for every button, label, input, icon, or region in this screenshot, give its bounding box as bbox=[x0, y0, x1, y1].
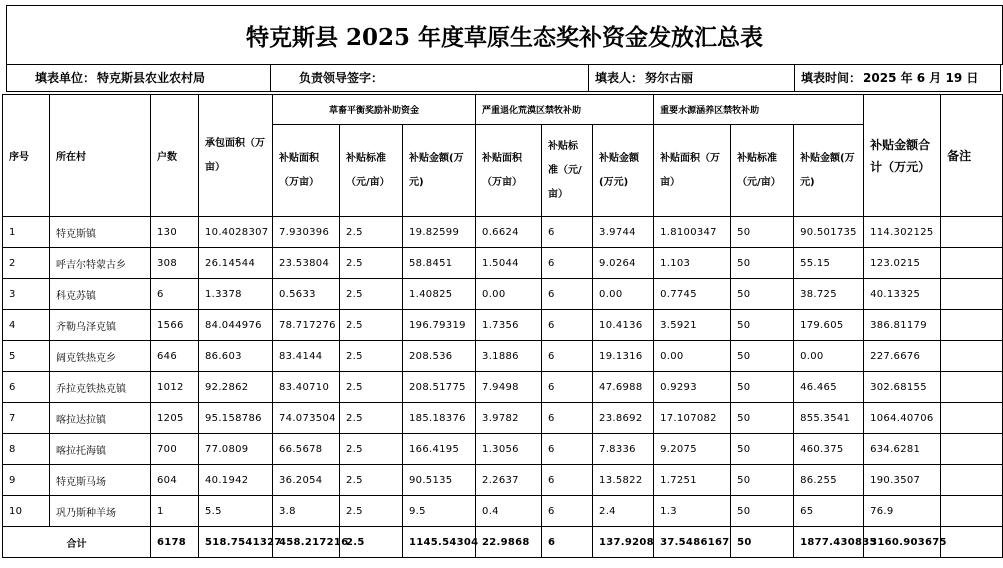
total-g3-area[interactable]: 37.5486167 bbox=[654, 527, 731, 558]
cell-g2-amt[interactable]: 10.4136 bbox=[593, 310, 654, 341]
cell-g1-std[interactable]: 2.5 bbox=[340, 217, 403, 248]
total-label[interactable]: 合计 bbox=[3, 527, 151, 558]
total-area[interactable]: 518.7541327 bbox=[199, 527, 273, 558]
cell-g3-std[interactable]: 50 bbox=[731, 248, 794, 279]
cell-g3-area[interactable]: 3.5921 bbox=[654, 310, 731, 341]
cell-area[interactable]: 1.3378 bbox=[199, 279, 273, 310]
cell-households[interactable]: 1205 bbox=[151, 403, 199, 434]
cell-g3-area[interactable]: 9.2075 bbox=[654, 434, 731, 465]
header-households[interactable]: 户数 bbox=[151, 95, 199, 217]
cell-g2-std[interactable]: 6 bbox=[542, 279, 593, 310]
cell-g2-area[interactable]: 2.2637 bbox=[476, 465, 542, 496]
table-row bbox=[3, 465, 1003, 496]
subsidy-summary-table bbox=[2, 94, 1003, 558]
cell-seq[interactable]: 8 bbox=[3, 434, 50, 465]
total-g2-std[interactable]: 6 bbox=[542, 527, 593, 558]
cell-village[interactable]: 齐勒乌泽克镇 bbox=[50, 310, 151, 341]
cell-area[interactable]: 40.1942 bbox=[199, 465, 273, 496]
cell-remark[interactable] bbox=[941, 496, 1003, 527]
cell-g2-std[interactable]: 6 bbox=[542, 310, 593, 341]
total-g3-std[interactable]: 50 bbox=[731, 527, 794, 558]
cell-g3-area[interactable]: 1.7251 bbox=[654, 465, 731, 496]
cell-g1-std[interactable]: 2.5 bbox=[340, 434, 403, 465]
cell-g3-amt[interactable]: 179.605 bbox=[794, 310, 864, 341]
cell-g3-area[interactable]: 17.107082 bbox=[654, 403, 731, 434]
cell-g1-area[interactable]: 83.4144 bbox=[273, 341, 340, 372]
header-group-desert-ban[interactable]: 严重退化荒漠区禁牧补助 bbox=[476, 95, 654, 125]
cell-g3-std[interactable]: 50 bbox=[731, 217, 794, 248]
cell-g1-amt[interactable]: 1.40825 bbox=[403, 279, 476, 310]
cell-g1-area[interactable]: 0.5633 bbox=[273, 279, 340, 310]
info-date-value: 2025 年 6 月 19 日 bbox=[863, 71, 979, 85]
cell-g1-area[interactable]: 78.717276 bbox=[273, 310, 340, 341]
cell-total[interactable]: 634.6281 bbox=[864, 434, 941, 465]
cell-g1-std[interactable]: 2.5 bbox=[340, 248, 403, 279]
cell-g2-amt[interactable]: 3.9744 bbox=[593, 217, 654, 248]
cell-g2-area[interactable]: 7.9498 bbox=[476, 372, 542, 403]
total-total[interactable]: 3160.903675 bbox=[864, 527, 941, 558]
cell-total[interactable]: 386.81179 bbox=[864, 310, 941, 341]
total-g1-area[interactable]: 458.217216 bbox=[273, 527, 340, 558]
cell-g1-std[interactable]: 2.5 bbox=[340, 403, 403, 434]
cell-remark[interactable] bbox=[941, 434, 1003, 465]
cell-area[interactable]: 26.14544 bbox=[199, 248, 273, 279]
cell-g2-amt[interactable]: 19.1316 bbox=[593, 341, 654, 372]
header-total-amount[interactable]: 补贴金额合计（万元） bbox=[864, 95, 941, 217]
header-village[interactable]: 所在村 bbox=[50, 95, 151, 217]
cell-households[interactable]: 6 bbox=[151, 279, 199, 310]
cell-remark[interactable] bbox=[941, 372, 1003, 403]
header-remark[interactable]: 备注 bbox=[941, 95, 1003, 217]
cell-g2-std[interactable]: 6 bbox=[542, 434, 593, 465]
total-households[interactable]: 6178 bbox=[151, 527, 199, 558]
page-title: 特克斯县 2025 年度草原生态奖补资金发放汇总表 bbox=[6, 5, 1003, 65]
table-row bbox=[3, 403, 1003, 434]
cell-seq[interactable]: 1 bbox=[3, 217, 50, 248]
cell-total[interactable]: 40.13325 bbox=[864, 279, 941, 310]
header-g1-area[interactable]: 补贴面积（万亩） bbox=[273, 125, 340, 217]
cell-households[interactable]: 700 bbox=[151, 434, 199, 465]
total-g1-std[interactable]: 2.5 bbox=[340, 527, 403, 558]
info-unit-value: 特克斯县农业农村局 bbox=[97, 71, 206, 85]
cell-g3-area[interactable]: 0.7745 bbox=[654, 279, 731, 310]
cell-total[interactable]: 227.6676 bbox=[864, 341, 941, 372]
header-group-grass-balance[interactable]: 草畜平衡奖励补助资金 bbox=[273, 95, 476, 125]
cell-g3-std[interactable]: 50 bbox=[731, 403, 794, 434]
table-row bbox=[3, 341, 1003, 372]
cell-total[interactable]: 1064.40706 bbox=[864, 403, 941, 434]
cell-g1-amt[interactable]: 185.18376 bbox=[403, 403, 476, 434]
cell-total[interactable]: 302.68155 bbox=[864, 372, 941, 403]
cell-g1-amt[interactable]: 9.5 bbox=[403, 496, 476, 527]
cell-village[interactable]: 喀拉达拉镇 bbox=[50, 403, 151, 434]
info-leader[interactable] bbox=[271, 64, 589, 92]
info-date-label: 填表时间： bbox=[801, 71, 862, 85]
cell-g1-area[interactable]: 23.53804 bbox=[273, 248, 340, 279]
table-row bbox=[3, 217, 1003, 248]
cell-area[interactable]: 10.4028307 bbox=[199, 217, 273, 248]
cell-area[interactable]: 5.5 bbox=[199, 496, 273, 527]
total-row bbox=[3, 527, 1003, 558]
cell-g1-amt[interactable]: 19.82599 bbox=[403, 217, 476, 248]
cell-g1-std[interactable]: 2.5 bbox=[340, 465, 403, 496]
cell-area[interactable]: 95.158786 bbox=[199, 403, 273, 434]
cell-g1-std[interactable]: 2.5 bbox=[340, 341, 403, 372]
cell-households[interactable]: 1012 bbox=[151, 372, 199, 403]
cell-g3-amt[interactable]: 86.255 bbox=[794, 465, 864, 496]
cell-g2-amt[interactable]: 7.8336 bbox=[593, 434, 654, 465]
header-g3-amt[interactable]: 补贴金额(万元) bbox=[794, 125, 864, 217]
cell-g3-area[interactable]: 1.103 bbox=[654, 248, 731, 279]
cell-seq[interactable]: 3 bbox=[3, 279, 50, 310]
cell-seq[interactable]: 10 bbox=[3, 496, 50, 527]
cell-total[interactable]: 114.302125 bbox=[864, 217, 941, 248]
cell-g2-amt[interactable]: 13.5822 bbox=[593, 465, 654, 496]
cell-g3-amt[interactable]: 65 bbox=[794, 496, 864, 527]
cell-seq[interactable]: 7 bbox=[3, 403, 50, 434]
cell-area[interactable]: 84.044976 bbox=[199, 310, 273, 341]
cell-area[interactable]: 77.0809 bbox=[199, 434, 273, 465]
cell-g1-amt[interactable]: 58.8451 bbox=[403, 248, 476, 279]
cell-remark[interactable] bbox=[941, 465, 1003, 496]
cell-g2-area[interactable]: 0.00 bbox=[476, 279, 542, 310]
info-filler-label: 填表人： bbox=[595, 71, 644, 85]
cell-g3-amt[interactable]: 46.465 bbox=[794, 372, 864, 403]
cell-g2-amt[interactable]: 0.00 bbox=[593, 279, 654, 310]
cell-g3-std[interactable]: 50 bbox=[731, 310, 794, 341]
cell-village[interactable]: 喀拉托海镇 bbox=[50, 434, 151, 465]
cell-g1-std[interactable]: 2.5 bbox=[340, 279, 403, 310]
cell-g3-amt[interactable]: 460.375 bbox=[794, 434, 864, 465]
cell-g1-area[interactable]: 74.073504 bbox=[273, 403, 340, 434]
cell-total[interactable]: 76.9 bbox=[864, 496, 941, 527]
cell-remark[interactable] bbox=[941, 279, 1003, 310]
cell-g3-std[interactable]: 50 bbox=[731, 434, 794, 465]
cell-seq[interactable]: 5 bbox=[3, 341, 50, 372]
cell-g1-amt[interactable]: 166.4195 bbox=[403, 434, 476, 465]
cell-g3-amt[interactable]: 0.00 bbox=[794, 341, 864, 372]
cell-remark[interactable] bbox=[941, 310, 1003, 341]
cell-village[interactable]: 特克斯马场 bbox=[50, 465, 151, 496]
cell-g2-area[interactable]: 3.9782 bbox=[476, 403, 542, 434]
cell-village[interactable]: 特克斯镇 bbox=[50, 217, 151, 248]
table-row bbox=[3, 496, 1003, 527]
cell-g1-amt[interactable]: 208.51775 bbox=[403, 372, 476, 403]
header-group-water-ban[interactable]: 重要水源涵养区禁牧补助 bbox=[654, 95, 864, 125]
table-row bbox=[3, 372, 1003, 403]
total-g3-amt[interactable]: 1877.430835 bbox=[794, 527, 864, 558]
cell-g1-amt[interactable]: 90.5135 bbox=[403, 465, 476, 496]
cell-g2-std[interactable]: 6 bbox=[542, 403, 593, 434]
header-g2-std[interactable]: 补贴标准（元/亩） bbox=[542, 125, 593, 217]
cell-g3-amt[interactable]: 38.725 bbox=[794, 279, 864, 310]
cell-g1-std[interactable]: 2.5 bbox=[340, 496, 403, 527]
header-g2-area[interactable]: 补贴面积（万亩） bbox=[476, 125, 542, 217]
cell-g3-std[interactable]: 50 bbox=[731, 279, 794, 310]
info-unit-label: 填表单位： bbox=[35, 71, 96, 85]
cell-g3-amt[interactable]: 855.3541 bbox=[794, 403, 864, 434]
header-g3-area[interactable]: 补贴面积（万亩） bbox=[654, 125, 731, 217]
cell-g1-area[interactable]: 83.40710 bbox=[273, 372, 340, 403]
cell-g2-area[interactable]: 1.5044 bbox=[476, 248, 542, 279]
cell-area[interactable]: 86.603 bbox=[199, 341, 273, 372]
cell-village[interactable]: 呼吉尔特蒙古乡 bbox=[50, 248, 151, 279]
cell-g1-area[interactable]: 66.5678 bbox=[273, 434, 340, 465]
cell-g3-std[interactable]: 50 bbox=[731, 465, 794, 496]
total-g1-amt[interactable]: 1145.54304 bbox=[403, 527, 476, 558]
cell-village[interactable]: 乔拉克铁热克镇 bbox=[50, 372, 151, 403]
header-g3-std[interactable]: 补贴标准（元/亩） bbox=[731, 125, 794, 217]
cell-village[interactable]: 巩乃斯种羊场 bbox=[50, 496, 151, 527]
header-g2-amt[interactable]: 补贴金额(万元) bbox=[593, 125, 654, 217]
cell-g2-amt[interactable]: 23.8692 bbox=[593, 403, 654, 434]
cell-g2-std[interactable]: 6 bbox=[542, 217, 593, 248]
cell-households[interactable]: 1 bbox=[151, 496, 199, 527]
total-g2-amt[interactable]: 137.9208 bbox=[593, 527, 654, 558]
cell-g2-std[interactable]: 6 bbox=[542, 496, 593, 527]
header-g1-amt[interactable]: 补贴金额(万元) bbox=[403, 125, 476, 217]
cell-area[interactable]: 92.2862 bbox=[199, 372, 273, 403]
total-remark[interactable] bbox=[941, 527, 1003, 558]
cell-g3-amt[interactable]: 55.15 bbox=[794, 248, 864, 279]
cell-g3-std[interactable]: 50 bbox=[731, 372, 794, 403]
cell-total[interactable]: 190.3507 bbox=[864, 465, 941, 496]
cell-g2-amt[interactable]: 2.4 bbox=[593, 496, 654, 527]
info-date[interactable] bbox=[795, 64, 1001, 92]
table-row bbox=[3, 279, 1003, 310]
cell-g3-area[interactable]: 1.3 bbox=[654, 496, 731, 527]
info-leader-label: 负责领导签字： bbox=[299, 71, 384, 85]
cell-remark[interactable] bbox=[941, 248, 1003, 279]
info-filler-value: 努尔古丽 bbox=[645, 71, 694, 85]
cell-g3-std[interactable]: 50 bbox=[731, 341, 794, 372]
cell-remark[interactable] bbox=[941, 341, 1003, 372]
cell-households[interactable]: 646 bbox=[151, 341, 199, 372]
cell-g2-area[interactable]: 0.4 bbox=[476, 496, 542, 527]
cell-g2-area[interactable]: 0.6624 bbox=[476, 217, 542, 248]
cell-g2-amt[interactable]: 47.6988 bbox=[593, 372, 654, 403]
table-row bbox=[3, 248, 1003, 279]
cell-g3-std[interactable]: 50 bbox=[731, 496, 794, 527]
cell-g1-area[interactable]: 3.8 bbox=[273, 496, 340, 527]
cell-remark[interactable] bbox=[941, 217, 1003, 248]
cell-g2-amt[interactable]: 9.0264 bbox=[593, 248, 654, 279]
cell-g2-std[interactable]: 6 bbox=[542, 465, 593, 496]
cell-remark[interactable] bbox=[941, 403, 1003, 434]
cell-g2-std[interactable]: 6 bbox=[542, 248, 593, 279]
header-contract-area[interactable]: 承包面积（万亩） bbox=[199, 95, 273, 217]
table-row bbox=[3, 310, 1003, 341]
header-g1-std[interactable]: 补贴标准（元/亩） bbox=[340, 125, 403, 217]
cell-g2-std[interactable]: 6 bbox=[542, 341, 593, 372]
cell-households[interactable]: 130 bbox=[151, 217, 199, 248]
cell-seq[interactable]: 9 bbox=[3, 465, 50, 496]
cell-total[interactable]: 123.0215 bbox=[864, 248, 941, 279]
cell-g1-std[interactable]: 2.5 bbox=[340, 310, 403, 341]
info-filler[interactable] bbox=[589, 64, 795, 92]
cell-seq[interactable]: 2 bbox=[3, 248, 50, 279]
cell-g3-area[interactable]: 1.8100347 bbox=[654, 217, 731, 248]
cell-g1-area[interactable]: 7.930396 bbox=[273, 217, 340, 248]
cell-households[interactable]: 1566 bbox=[151, 310, 199, 341]
cell-seq[interactable]: 4 bbox=[3, 310, 50, 341]
cell-village[interactable]: 阔克铁热克乡 bbox=[50, 341, 151, 372]
cell-g2-area[interactable]: 1.7356 bbox=[476, 310, 542, 341]
cell-seq[interactable]: 6 bbox=[3, 372, 50, 403]
cell-g2-std[interactable]: 6 bbox=[542, 372, 593, 403]
cell-g2-area[interactable]: 1.3056 bbox=[476, 434, 542, 465]
cell-households[interactable]: 604 bbox=[151, 465, 199, 496]
cell-g3-amt[interactable]: 90.501735 bbox=[794, 217, 864, 248]
cell-village[interactable]: 科克苏镇 bbox=[50, 279, 151, 310]
cell-g1-amt[interactable]: 196.79319 bbox=[403, 310, 476, 341]
cell-g3-area[interactable]: 0.00 bbox=[654, 341, 731, 372]
cell-g3-area[interactable]: 0.9293 bbox=[654, 372, 731, 403]
cell-g1-std[interactable]: 2.5 bbox=[340, 372, 403, 403]
cell-g1-amt[interactable]: 208.536 bbox=[403, 341, 476, 372]
info-unit[interactable] bbox=[6, 64, 271, 92]
header-row-groups bbox=[3, 95, 1003, 125]
table-row bbox=[3, 434, 1003, 465]
header-seq[interactable]: 序号 bbox=[3, 95, 50, 217]
total-g2-area[interactable]: 22.9868 bbox=[476, 527, 542, 558]
cell-households[interactable]: 308 bbox=[151, 248, 199, 279]
cell-g1-area[interactable]: 36.2054 bbox=[273, 465, 340, 496]
cell-g2-area[interactable]: 3.1886 bbox=[476, 341, 542, 372]
